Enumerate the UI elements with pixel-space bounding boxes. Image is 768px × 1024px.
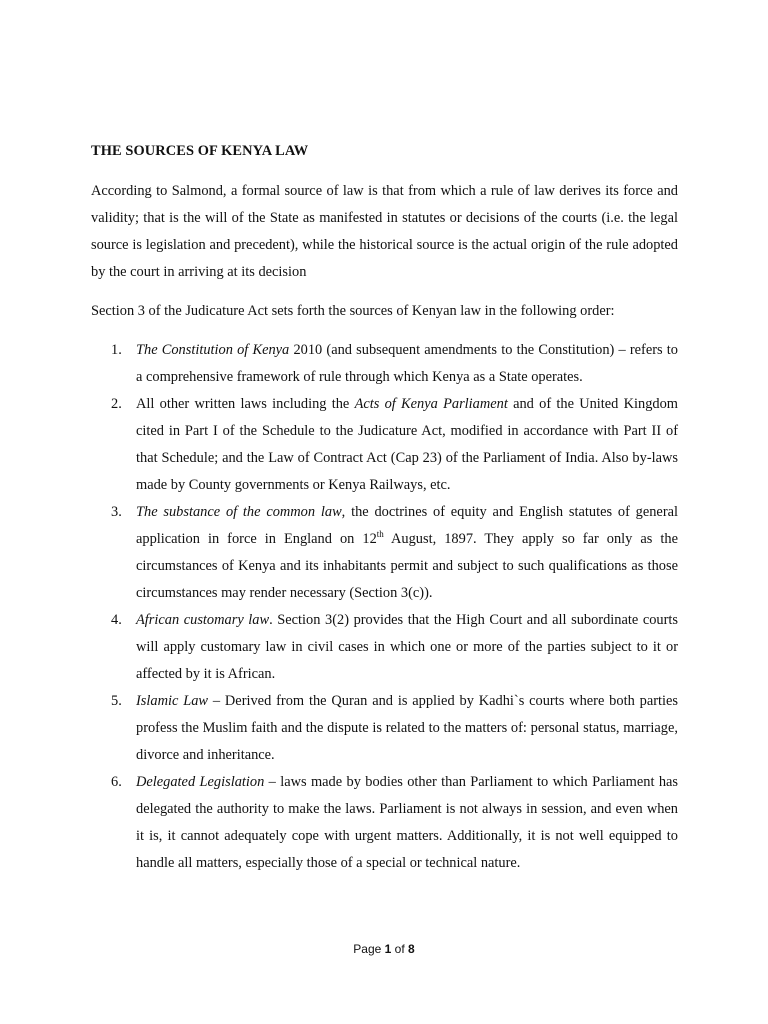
list-item <box>91 337 678 391</box>
item-lead: Acts of Kenya Parliament <box>354 396 508 412</box>
item-text: – laws made by bodies other than Parliament to which Parliament has delegated the authority to make the laws. Parliament is not always in session, and even when it is, it cannot adequately cope with urgent matters. Additionally, it is not well equipped to handle all matters, especially those of a special or technical nature. <box>136 774 678 871</box>
list-item <box>91 499 678 607</box>
item-text-continued: August, 1897. They apply so far only as the circumstances of Kenya and its inhabitants permit and subject to such qualifications as those circumstances may render necessary (Section 3(c)). <box>136 531 678 601</box>
item-lead: Delegated Legislation <box>136 774 265 790</box>
list-number: 5. <box>111 693 122 709</box>
ordinal-superscript: th <box>376 529 384 539</box>
item-lead: African customary law <box>136 612 270 628</box>
item-text: – Derived from the Quran and is applied by Kadhi`s courts where both parties profess the Muslim faith and the dispute is related to the matters of: personal status, marriage, divorce and inheritance. <box>136 693 678 763</box>
list-item <box>91 688 678 769</box>
page-total: 8 <box>408 942 415 956</box>
item-text: 2010 (and subsequent amendments to the Constitution) – refers to a comprehensive framework of rule through which Kenya as a State operates. <box>136 342 678 385</box>
sources-list <box>91 337 678 877</box>
judicature-paragraph: Section 3 of the Judicature Act sets forth the sources of Kenyan law in the following order: <box>91 303 615 319</box>
item-pre: All other written laws including the <box>136 396 355 412</box>
page-label: Page <box>353 942 385 956</box>
list-item <box>91 769 678 877</box>
list-number: 2. <box>111 396 122 412</box>
list-number: 1. <box>111 342 122 358</box>
list-number: 4. <box>111 612 122 628</box>
list-item <box>91 391 678 499</box>
item-lead: Islamic Law <box>136 693 209 709</box>
list-item <box>91 607 678 688</box>
intro-paragraph: According to Salmond, a formal source of law is that from which a rule of law derives its force and validity; that is the will of the State as manifested in statutes or decisions of the courts (i.e. the legal source is legislation and precedent), while the historical source is the actual origin of the rule adopted by the court in arriving at its decision <box>91 183 678 280</box>
item-text: . Section 3(2) provides that the High Court and all subordinate courts will apply customary law in civil cases in which one or more of the parties subject to it or affected by it is African. <box>136 612 678 682</box>
list-number: 3. <box>111 504 122 520</box>
page-footer <box>0 942 768 956</box>
page-current: 1 <box>384 942 392 956</box>
item-lead: The Constitution of Kenya <box>136 342 290 358</box>
item-text: and of the United Kingdom cited in Part I of the Schedule to the Judicature Act, modified in accordance with Part II of that Schedule; and the Law of Contract Act (Cap 23) of the Parliament of India. Also by-laws made by County governments or Kenya Railways, etc. <box>136 396 679 493</box>
item-text: , the doctrines of equity and English statutes of general application in force in England on 12 <box>136 504 678 547</box>
document-title: THE SOURCES OF KENYA LAW <box>91 143 309 159</box>
page-of: of <box>391 942 409 956</box>
item-lead: The substance of the common law <box>136 504 342 520</box>
list-number: 6. <box>111 774 122 790</box>
